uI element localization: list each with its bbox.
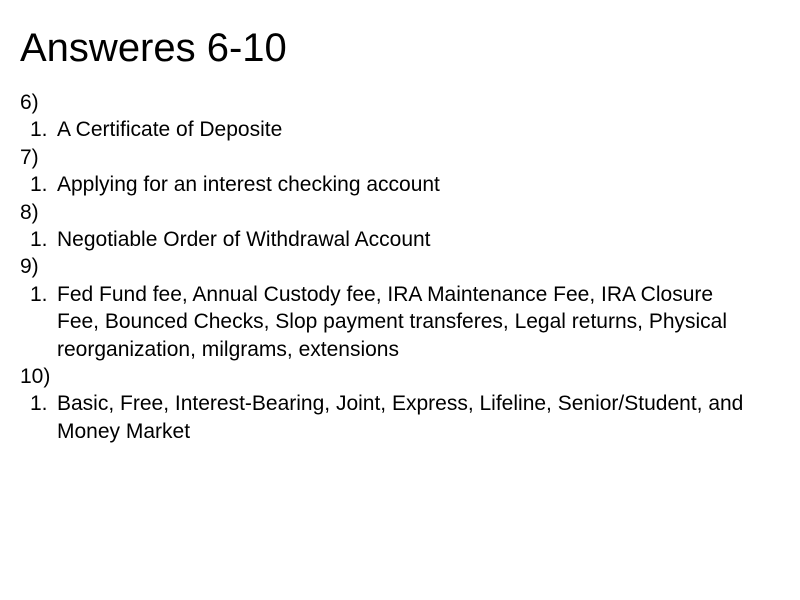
- answer-text: A Certificate of Deposite: [57, 118, 283, 142]
- answer-marker: 1.: [30, 282, 48, 306]
- answer-marker: 1.: [30, 173, 48, 197]
- question-number: 6): [20, 91, 39, 114]
- slide-body: [20, 89, 760, 445]
- question-8: [20, 199, 760, 254]
- question-10: [20, 363, 760, 445]
- answer-marker: 1.: [30, 118, 48, 142]
- answer-list: [20, 390, 760, 445]
- answer-text: Applying for an interest checking account: [57, 173, 440, 197]
- answer-item: [20, 390, 760, 445]
- answer-list: [20, 116, 760, 143]
- answer-item: [20, 281, 760, 363]
- answer-text: Basic, Free, Interest-Bearing, Joint, Express, Lifeline, Senior/Student, and Money Market: [57, 392, 744, 443]
- question-9: [20, 253, 760, 363]
- answer-marker: 1.: [30, 392, 48, 416]
- answer-text: Negotiable Order of Withdrawal Account: [57, 228, 431, 252]
- question-number: 10): [20, 365, 51, 389]
- answer-list: [20, 226, 760, 253]
- question-7: [20, 144, 760, 199]
- answer-item: [20, 171, 760, 198]
- question-6: [20, 89, 760, 144]
- answer-item: [20, 116, 760, 143]
- answer-list: [20, 281, 760, 363]
- question-number: 7): [20, 145, 39, 169]
- question-number: 8): [20, 200, 39, 224]
- answer-text: Fed Fund fee, Annual Custody fee, IRA Maintenance Fee, IRA Closure Fee, Bounced Checks, Slop payment transferes, Legal returns, Physical reorganization, milgrams, extensions: [57, 282, 728, 361]
- slide-title: Answeres 6-10: [20, 26, 287, 70]
- answer-item: [20, 226, 760, 253]
- question-number: 9): [20, 255, 39, 279]
- answer-list: [20, 171, 760, 198]
- answer-marker: 1.: [30, 228, 48, 252]
